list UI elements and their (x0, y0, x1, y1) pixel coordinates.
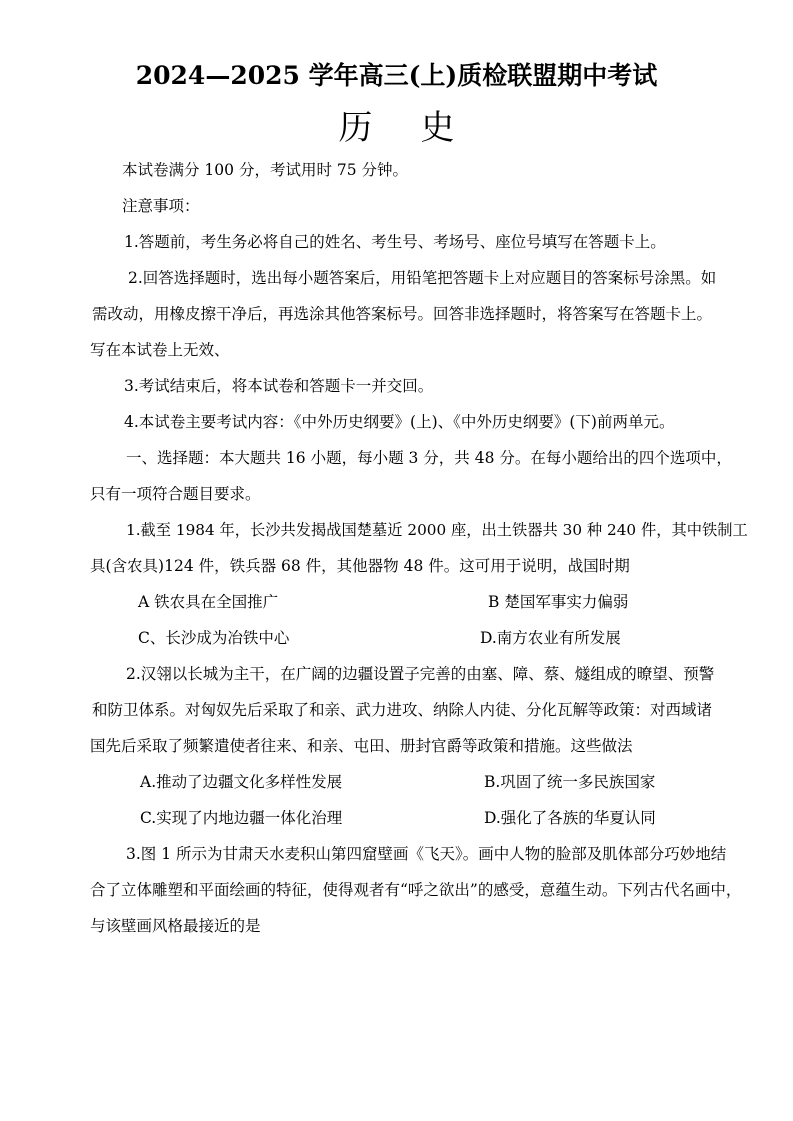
question-1-option-d: D.南方农业有所发展 (480, 629, 621, 647)
question-2-option-a: A.推动了边疆文化多样性发展 (140, 773, 343, 791)
exam-title: 2024—2025 学年高三(上)质检联盟期中考试 (135, 61, 658, 90)
question-3-stem-line-1: 3.图 1 所示为甘肃天水麦积山第四窟壁画《飞天》。画中人物的脸部及肌体部分巧妙地结 (126, 845, 727, 863)
question-2-stem-line-1: 2.汉翎以长城为主干，在广阔的边疆设置子完善的由塞、障、蔡、燧组成的暸望、预警 (126, 665, 715, 683)
notice-item-4: 4.本试卷主要考试内容：《中外历史纲要》(上)、《中外历史纲要》(下)前两单元。 (124, 413, 675, 431)
question-1-stem-line-2: 具(含农具)124 件，铁兵器 68 件，其他器物 48 件。这可用于说明，战国时期 (90, 557, 630, 575)
question-1-option-a: A 铁农具在全国推广 (138, 593, 279, 611)
notice-item-2-line-3: 写在本试卷上无效、 (90, 341, 230, 359)
question-1-option-b: B 楚国军事实力偏弱 (488, 593, 629, 611)
question-2-option-c: C.实现了内地边疆一体化治理 (140, 809, 343, 827)
subject-title: 历史 (338, 108, 503, 148)
question-3-stem-line-3: 与该壁画风格最接近的是 (90, 917, 261, 935)
notice-item-1: 1.答题前，考生务必将自己的姓名、考生号、考场号、座位号填写在答题卡上。 (124, 233, 666, 251)
score-info: 本试卷满分 100 分，考试用时 75 分钟。 (122, 161, 409, 179)
question-1-stem-line-1: 1.截至 1984 年，长沙共发揭战国楚墓近 2000 座，出土铁器共 30 种 240 件，其中铁制工 (126, 521, 748, 539)
notice-item-2-line-1: 2.回答选择题时，选出每小题答案后，用铅笔把答题卡上对应题目的答案标号涂黑。如 (128, 269, 717, 287)
notice-item-2-line-2: 需改动，用橡皮擦干净后，再选涂其他答案标号。回答非选择题时，将答案写在答题卡上。 (92, 305, 713, 323)
section-heading-line-2: 只有一项符合题目要求。 (90, 485, 261, 503)
question-2-stem-line-2: 和防卫体系。对匈奴先后采取了和亲、武力进攻、纳除人内徒、分化瓦解等政策：对西域诸 (92, 701, 713, 719)
question-1-option-c: C、长沙成为冶铁中心 (138, 629, 290, 647)
notice-item-3: 3.考试结束后，将本试卷和答题卡一并交回。 (124, 377, 434, 395)
question-2-stem-line-3: 国先后采取了频繁遣使者往来、和亲、屯田、册封官爵等政策和措施。这些做法 (90, 737, 633, 755)
section-heading-line-1: 一、选择题：本大题共 16 小题，每小题 3 分，共 48 分。在每小题给出的四个选项中， (126, 449, 732, 467)
question-3-stem-line-2: 合了立体雕塑和平面绘画的特征，使得观者有“呼之欲出”的感受，意蕴生动。下列古代名画中， (90, 881, 742, 899)
notice-heading: 注意事项： (122, 197, 200, 215)
question-2-option-b: B.巩固了统一多民族国家 (484, 773, 656, 791)
question-2-option-d: D.强化了各族的华夏认同 (484, 809, 656, 827)
